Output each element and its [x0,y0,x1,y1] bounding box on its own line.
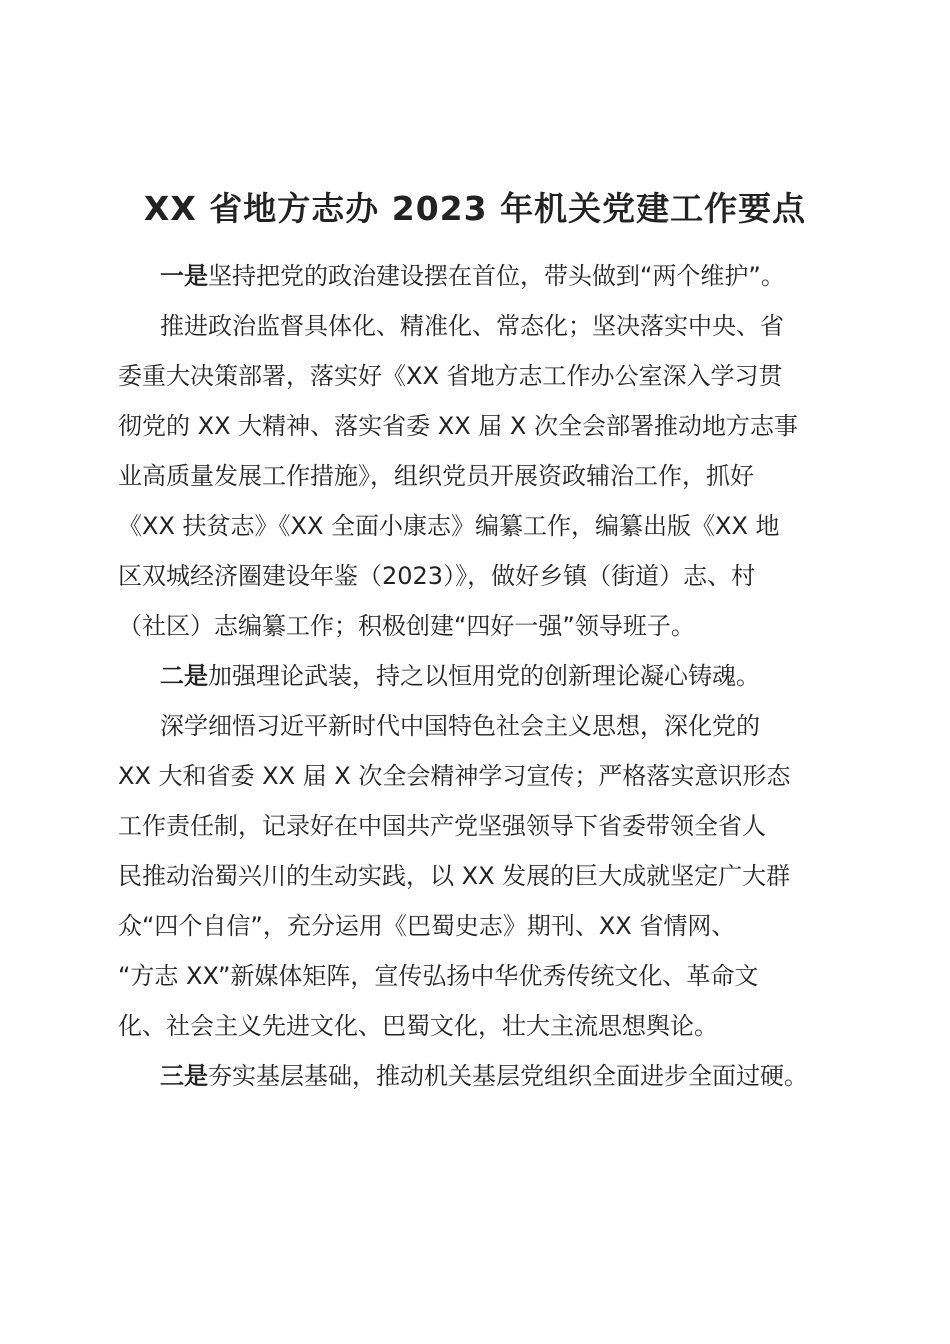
paragraph-line: 深学细悟习近平新时代中国特色社会主义思想，深化党的 [160,712,760,740]
section-heading-lead: 二是 [160,662,208,690]
paragraph-line: 民推动治蜀兴川的生动实践，以 XX 发展的巨大成就坚定广大群 [118,862,791,890]
paragraph-line: 化、社会主义先进文化、巴蜀文化，壮大主流思想舆论。 [118,1012,718,1040]
section-heading [160,256,785,296]
paragraph-line: 彻党的 XX 大精神、落实省委 XX 届 X 次全会部署推动地方志事 [118,412,798,440]
paragraph-line: 工作责任制，记录好在中国共产党坚强领导下省委带领全省人 [118,812,766,840]
section-heading [160,656,760,696]
paragraph-line: 区双城经济圈建设年鉴（2023）》，做好乡镇（街道）志、村 [118,562,756,590]
paragraph-line: （社区）志编纂工作；积极创建“四好一强”领导班子。 [118,612,695,640]
section-heading-lead: 三是 [160,1062,208,1090]
paragraph-line: 众“四个自信”，充分运用《巴蜀史志》期刊、XX 省情网、 [118,912,736,940]
paragraph-line: XX 大和省委 XX 届 X 次全会精神学习宣传；严格落实意识形态 [118,762,791,790]
paragraph-line: 业高质量发展工作措施》，组织党员开展资政辅治工作，抓好 [118,462,754,490]
paragraph-line: “方志 XX”新媒体矩阵，宣传弘扬中华优秀传统文化、革命文 [118,962,759,990]
section-heading-text: 坚持把党的政治建设摆在首位，带头做到“两个维护”。 [208,262,785,290]
paragraph-line: 《XX 扶贫志》《XX 全面小康志》编纂工作，编纂出版《XX 地 [118,512,780,540]
document-title: XX 省地方志办 2023 年机关党建工作要点 [143,189,807,228]
section-heading-text: 夯实基层基础，推动机关基层党组织全面进步全面过硬。 [208,1062,808,1090]
paragraph-line: 推进政治监督具体化、精准化、常态化；坚决落实中央、省 [160,312,784,340]
section-heading [160,1056,808,1096]
section-heading-lead: 一是 [160,262,208,290]
section-heading-text: 加强理论武装，持之以恒用党的创新理论凝心铸魂。 [208,662,760,690]
paragraph-line: 委重大决策部署，落实好《XX 省地方志工作办公室深入学习贯 [118,362,783,390]
